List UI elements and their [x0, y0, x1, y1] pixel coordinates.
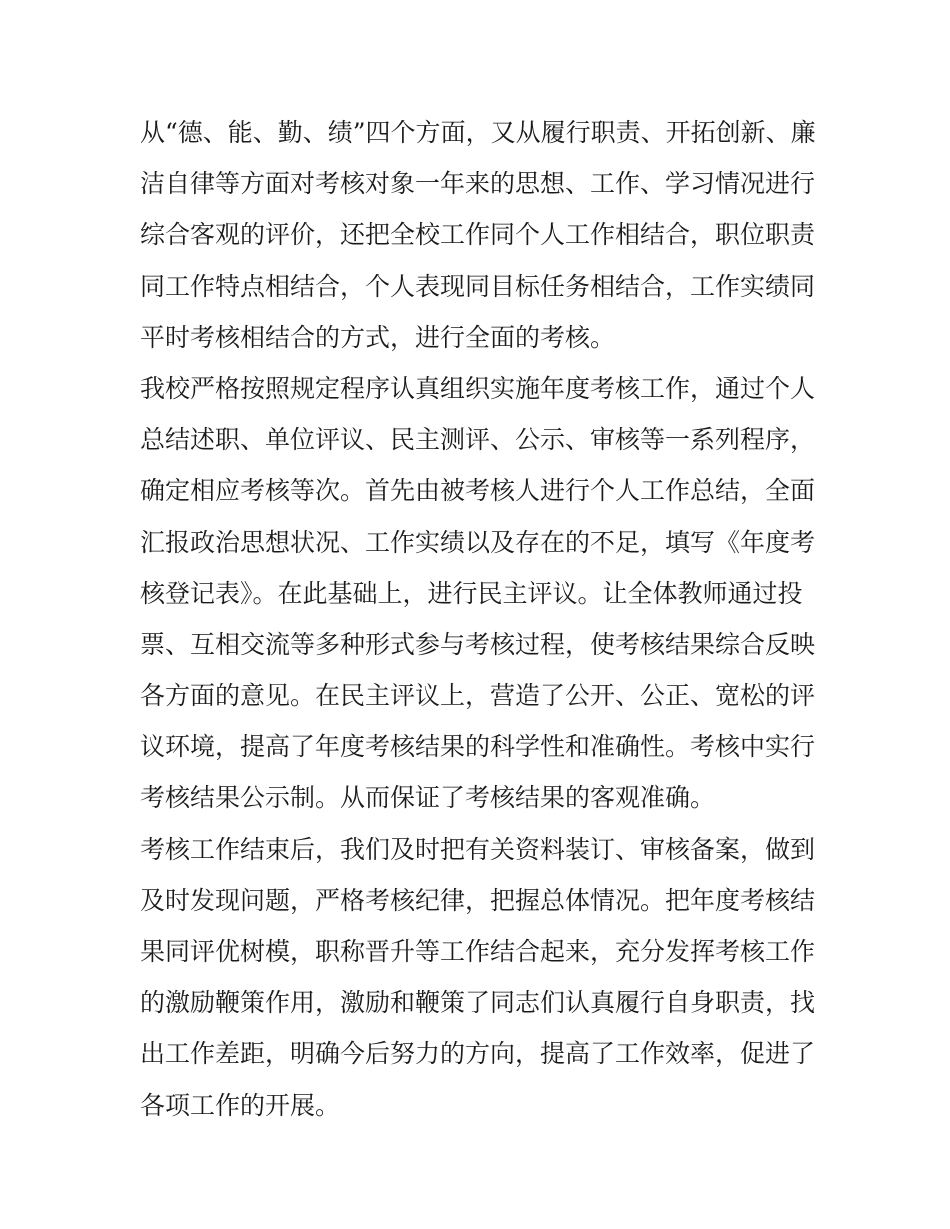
text-line: 的激励鞭策作用，激励和鞭策了同志们认真履行自身职责，找 — [140, 988, 816, 1018]
text-line: 各方面的意见。在民主评议上，营造了公开、公正、宽松的评 — [140, 681, 816, 711]
text-line: 平时考核相结合的方式，进行全面的考核。 — [140, 322, 616, 352]
text-line: 总结述职、单位评议、民主测评、公示、审核等一系列程序， — [140, 425, 816, 455]
text-line: 出工作差距，明确今后努力的方向，提高了工作效率，促进了 — [140, 1039, 816, 1069]
document-body — [140, 107, 820, 1131]
text-line: 票、互相交流等多种形式参与考核过程，使考核结果综合反映 — [140, 629, 816, 659]
text-line: 我校严格按照规定程序认真组织实施年度考核工作，通过个人 — [140, 373, 816, 403]
text-line: 综合客观的评价，还把全校工作同个人工作相结合，职位职责 — [140, 220, 816, 250]
paragraph-assessment-procedure — [140, 363, 820, 824]
text-line: 同工作特点相结合，个人表现同目标任务相结合，工作实绩同 — [140, 271, 816, 301]
text-line: 及时发现问题，严格考核纪律，把握总体情况。把年度考核结 — [140, 885, 816, 915]
text-line: 核登记表》。在此基础上，进行民主评议。让全体教师通过投 — [140, 578, 803, 608]
paragraph-assessment-scope — [140, 107, 820, 363]
text-line: 汇报政治思想状况、工作实绩以及存在的不足，填写《年度考 — [140, 527, 816, 557]
text-line: 各项工作的开展。 — [140, 1090, 341, 1120]
text-line: 议环境，提高了年度考核结果的科学性和准确性。考核中实行 — [140, 732, 816, 762]
text-line: 从“德、能、勤、绩”四个方面，又从履行职责、开拓创新、廉 — [140, 118, 816, 147]
paragraph-assessment-results — [140, 824, 820, 1131]
text-line: 考核结果公示制。从而保证了考核结果的客观准确。 — [140, 783, 716, 813]
text-line: 考核工作结束后，我们及时把有关资料装订、审核备案，做到 — [140, 834, 816, 864]
text-line: 确定相应考核等次。首先由被考核人进行个人工作总结，全面 — [140, 476, 816, 506]
text-line: 果同评优树模，职称晋升等工作结合起来，充分发挥考核工作 — [140, 937, 816, 966]
text-line: 洁自律等方面对考核对象一年来的思想、工作、学习情况进行 — [140, 169, 816, 199]
